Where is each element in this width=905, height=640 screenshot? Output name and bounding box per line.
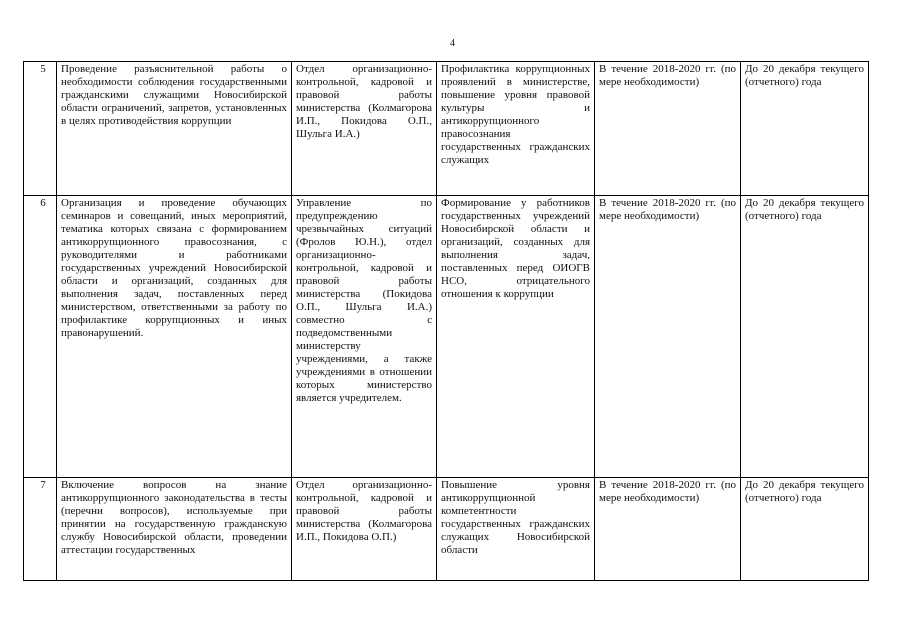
- result-cell: Профилактика коррупционных проявлений в министерстве, повышение уровня правовой культуры и антикоррупционного правосознания государственных гражданских служащих: [437, 62, 595, 196]
- row-number-cell: [24, 478, 57, 581]
- row-number: 5: [40, 63, 46, 75]
- responsible-cell: Отдел организационно-контрольной, кадровой и правовой работы министерства (Колмагорова И.П., Покидова О.П.): [292, 478, 437, 581]
- responsible-cell: Управление по предупреждению чрезвычайных ситуаций (Фролов Ю.Н.), отдел организационно-контрольной, кадровой и правовой работы министерства (Покидова О.П., Шульга И.А.) совместно с подведомственными министерству учреждениями, а также учреждениями в отношении которых министерство является учредителем.: [292, 196, 437, 478]
- term-cell: В течение 2018-2020 гг. (по мере необходимости): [595, 478, 741, 581]
- page-number: 4: [450, 38, 455, 49]
- term-cell: В течение 2018-2020 гг. (по мере необходимости): [595, 196, 741, 478]
- row-number: 7: [40, 479, 46, 491]
- measures-table: [23, 61, 869, 581]
- measure-cell: Проведение разъяснительной работы о необходимости соблюдения государственными гражданскими служащими Новосибирской области ограничений, запретов, установленных в целях противодействия коррупции: [57, 62, 292, 196]
- measure-cell: Организация и проведение обучающих семинаров и совещаний, иных мероприятий, тематика которых связана с формированием антикоррупционного правосознания, с руководителями и работниками государственных учреждений Новосибирской области и организаций, созданных для выполнения задач, поставленных перед министерством, ответственными за работу по профилактике коррупционных и иных правонарушений.: [57, 196, 292, 478]
- responsible-cell: Отдел организационно-контрольной, кадровой и правовой работы министерства (Колмагорова И.П., Покидова О.П., Шульга И.А.): [292, 62, 437, 196]
- report-cell: До 20 декабря текущего (отчетного) года: [741, 196, 869, 478]
- result-cell: Повышение уровня антикоррупционной компетентности государственных гражданских служащих Новосибирской области: [437, 478, 595, 581]
- result-cell: Формирование у работников государственных учреждений Новосибирской области и организаций, созданных для выполнения задач, поставленных перед ОИОГВ НСО, отрицательного отношения к коррупции: [437, 196, 595, 478]
- measure-cell: Включение вопросов на знание антикоррупционного законодательства в тесты (перечни вопросов), используемые при принятии на государственную гражданскую службу Новосибирской области, проведении аттестации государственных: [57, 478, 292, 581]
- term-cell: В течение 2018-2020 гг. (по мере необходимости): [595, 62, 741, 196]
- row-number-cell: [24, 196, 57, 478]
- report-cell: До 20 декабря текущего (отчетного) года: [741, 62, 869, 196]
- row-number: 6: [40, 197, 46, 209]
- report-cell: До 20 декабря текущего (отчетного) года: [741, 478, 869, 581]
- table-row: [24, 196, 869, 478]
- row-number-cell: [24, 62, 57, 196]
- table-row: [24, 62, 869, 196]
- table-row: [24, 478, 869, 581]
